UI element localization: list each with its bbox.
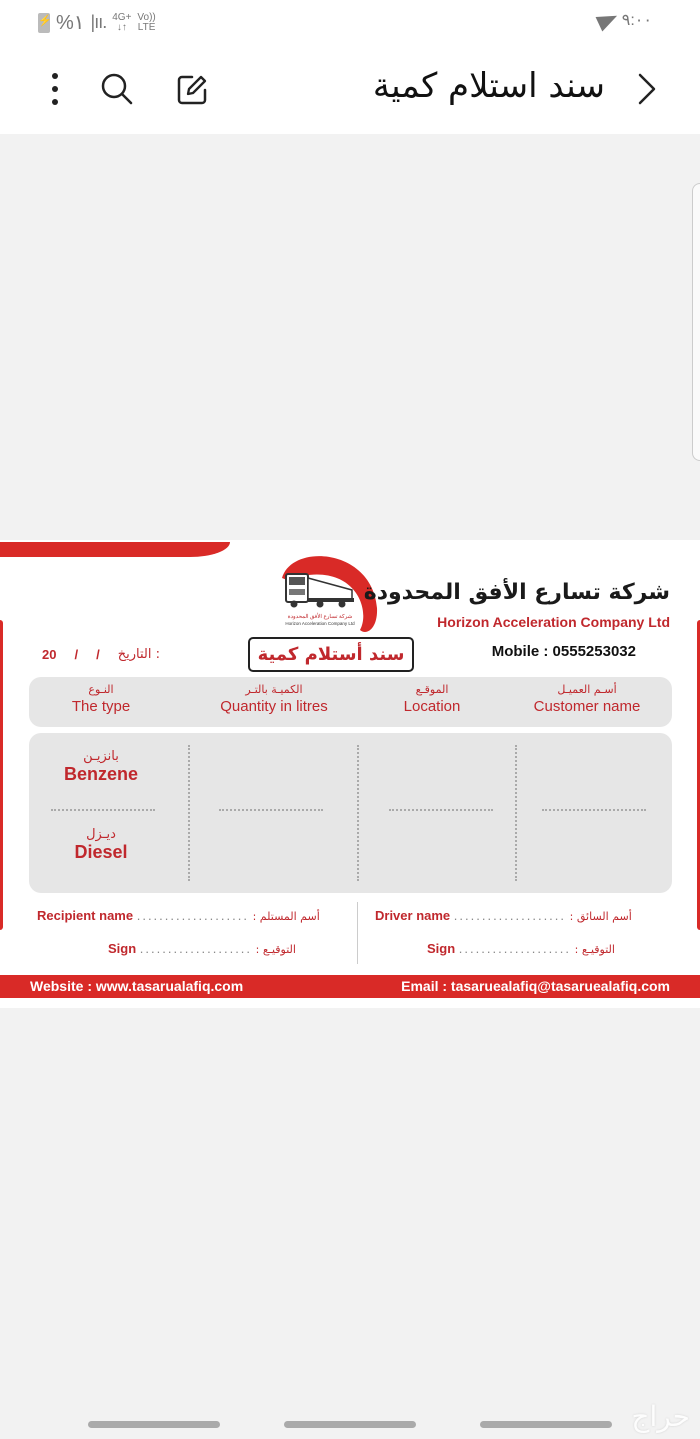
column-label-en: Location — [403, 698, 461, 715]
voucher-title: سند أستلام كمية — [248, 637, 414, 672]
column-quantity — [209, 683, 339, 715]
column-label-en: The type — [71, 698, 131, 715]
date-sep: / — [96, 647, 100, 662]
column-divider — [515, 745, 517, 881]
recipient-sign-label-ar: : التوقيـع — [255, 943, 296, 956]
date-field — [42, 647, 160, 662]
email-text: Email : tasaruealafiq@tasaruealafiq.com — [401, 978, 670, 994]
column-customer-name — [522, 683, 652, 715]
status-right — [598, 10, 652, 30]
nav-back-button[interactable] — [480, 1421, 612, 1428]
navigation-bar — [0, 1421, 700, 1429]
red-top-banner — [0, 542, 230, 557]
fuel-type-benzene — [51, 749, 151, 785]
recipient-sign-label: Sign — [108, 941, 137, 956]
signature-divider — [357, 902, 358, 964]
column-label-en: Customer name — [533, 698, 641, 715]
driver-sign-label: Sign — [427, 941, 456, 956]
company-name-ar: شركة تسارع الأفق المحدودة — [363, 580, 670, 605]
fuel-label-ar: ديـزل — [86, 827, 116, 842]
network-indicator — [112, 13, 131, 33]
receipt-voucher-document — [0, 540, 700, 1008]
telegram-icon — [595, 9, 620, 32]
network-arrows: ↓↑ — [116, 21, 127, 33]
column-divider — [188, 745, 190, 881]
red-left-border — [0, 620, 3, 930]
fuel-label-en: Diesel — [74, 842, 128, 862]
search-icon[interactable] — [100, 72, 134, 106]
status-bar — [0, 0, 700, 44]
date-year: 20 — [42, 647, 57, 662]
recipient-name-label: Recipient name — [37, 908, 134, 923]
logo-caption-ar: شركة تسارع الأفق المحدودة — [287, 614, 353, 620]
column-type — [51, 683, 151, 715]
driver-sign-label-ar: : التوقيـع — [574, 943, 615, 956]
scrollbar[interactable] — [692, 183, 700, 461]
signal-icon: |ıı. — [90, 12, 107, 32]
logo-caption-en: Horizon Acceleration Company Ltd — [285, 621, 355, 626]
fuel-label-ar: بانزيـن — [83, 749, 119, 764]
column-location — [377, 683, 487, 715]
network-type: 4G+ — [112, 11, 132, 23]
company-name-en: Horizon Acceleration Company Ltd — [437, 614, 670, 630]
date-label: التاريخ : — [117, 647, 160, 662]
volte-indicator — [137, 13, 155, 33]
column-label-ar: الكميـة بالتـر — [245, 683, 303, 696]
row-divider — [219, 809, 323, 811]
driver-name-field — [375, 908, 632, 923]
fuel-label-en: Benzene — [63, 764, 139, 784]
dotted-line: .................... — [458, 941, 572, 956]
row-divider — [389, 809, 493, 811]
app-bar — [0, 44, 700, 134]
table-body — [29, 733, 672, 893]
fuel-type-diesel — [51, 827, 151, 863]
date-sep: / — [74, 647, 79, 662]
column-divider — [357, 745, 359, 881]
nav-home-button[interactable] — [284, 1421, 416, 1428]
battery-charging-icon — [38, 13, 50, 33]
status-left — [38, 10, 156, 35]
document-footer — [0, 975, 700, 998]
dotted-line: .................... — [136, 908, 249, 923]
volte-top: Vo)) — [137, 11, 156, 23]
website-text: Website : www.tasarualafiq.com — [30, 978, 244, 994]
row-divider — [51, 809, 155, 811]
column-label-ar: أسـم العميـل — [557, 683, 617, 696]
column-label-en: Quantity in litres — [220, 698, 328, 715]
haraj-watermark: حراج — [631, 1400, 690, 1433]
row-divider — [542, 809, 646, 811]
dotted-line: .................... — [453, 908, 567, 923]
recipient-name-label-ar: : أسم المستلم — [252, 910, 320, 923]
battery-percent: %١ — [56, 12, 85, 34]
mobile-number: Mobile : 0555253032 — [491, 643, 636, 660]
edit-icon[interactable] — [176, 74, 208, 106]
volte-bottom: LTE — [137, 21, 156, 33]
driver-name-label-ar: : أسم السائق — [569, 910, 632, 923]
column-label-ar: الموقـع — [415, 683, 449, 696]
chevron-right-icon[interactable] — [636, 72, 658, 106]
driver-name-label: Driver name — [375, 908, 451, 923]
recipient-sign-field — [108, 941, 296, 956]
driver-sign-field — [427, 941, 615, 956]
column-label-ar: النـوع — [88, 683, 114, 696]
clock: ٩:٠٠ — [621, 12, 652, 29]
nav-recents-button[interactable] — [88, 1421, 220, 1428]
dotted-line: .................... — [139, 941, 253, 956]
page-title: سند استلام كمية — [372, 66, 605, 106]
recipient-name-field — [37, 908, 320, 923]
table-header — [29, 677, 672, 727]
more-vertical-icon[interactable] — [50, 72, 60, 106]
